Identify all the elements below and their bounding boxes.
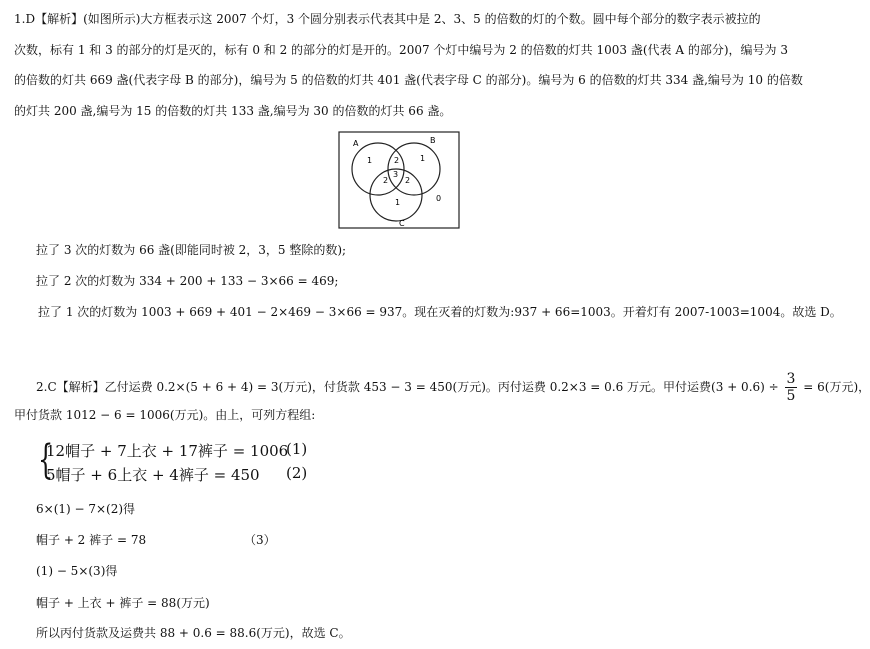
venn-label-b: B [430, 136, 436, 145]
q2-line-1-text: 2.C【解析】乙付运费 0.2×(5 + 6 + 4) = 3(万元)，付货款 453 − 3 = 450(万元)。丙付运费 0.2×3 = 0.6 万元。甲付运费(3 + 0.6) ÷ [36, 380, 779, 394]
fraction-denominator: 5 [786, 388, 796, 404]
venn-region-abc: 3 [393, 170, 399, 179]
q2-line-1-end: = 6(万元)， [803, 380, 870, 394]
q1-result-1-pull: 拉了 1 次的灯数为 1003 + 669 + 401 − 2×469 − 3×66 = 937。现在灭着的灯数为:937 + 66=1003。开着灯有 2007-1003=1004。故选 D。 [38, 305, 842, 319]
q2-step-4: 帽子 + 上衣 + 裤子 = 88(万元) [36, 596, 210, 610]
equation-1: 12帽子 + 7上衣 + 17裤子 = 1006 [46, 442, 289, 460]
venn-region-ab: 2 [394, 156, 400, 165]
venn-region-c-only: 1 [395, 198, 401, 207]
q2-step-3: (1) − 5×(3)得 [36, 564, 118, 578]
q2-conclusion: 所以丙付货款及运费共 88 + 0.6 = 88.6(万元)，故选 C。 [36, 626, 351, 640]
q1-text-line-2: 次数，标有 1 和 3 的部分的灯是灭的，标有 0 和 2 的部分的灯是开的。2007 个灯中编号为 2 的倍数的灯共 1003 盏(代表 A 的部分)，编号为 3 [14, 43, 788, 57]
q1-text-line-1: 1.D【解析】(如图所示)大方框表示这 2007 个灯，3 个圆分别表示代表其中是 2、3、5 的倍数的灯的个数。圆中每个部分的数字表示被拉的 [14, 12, 761, 26]
venn-label-c: C [399, 219, 405, 228]
q2-line-1 [36, 370, 870, 404]
equation-2-number: (2) [286, 464, 308, 482]
q2-line-2: 甲付货款 1012 − 6 = 1006(万元)。由上，可列方程组: [14, 408, 316, 422]
system-brace: { [38, 437, 54, 483]
q1-text-line-3: 的倍数的灯共 669 盏(代表字母 B 的部分)，编号为 5 的倍数的灯共 401 盏(代表字母 C 的部分)。编号为 6 的倍数的灯共 334 盏,编号为 10 的倍数 [14, 73, 803, 87]
q1-text-line-4: 的灯共 200 盏,编号为 15 的倍数的灯共 133 盏,编号为 30 的倍数的灯共 66 盏。 [14, 104, 452, 118]
q2-step-2-number: （3） [244, 533, 276, 547]
equation-2: 5帽子 + 6上衣 + 4裤子 = 450 [46, 466, 260, 484]
q2-step-1: 6×(1) − 7×(2)得 [36, 502, 136, 516]
venn-region-bc: 2 [405, 176, 411, 185]
q1-result-2-pulls: 拉了 2 次的灯数为 334 + 200 + 133 − 3×66 = 469; [36, 274, 339, 288]
fraction-numerator: 3 [786, 371, 796, 387]
fraction-three-fifths [785, 371, 798, 404]
venn-label-a: A [353, 139, 359, 148]
venn-region-a-only: 1 [367, 156, 373, 165]
venn-diagram [338, 131, 460, 229]
q2-step-2: 帽子 + 2 裤子 = 78 [36, 533, 147, 547]
equation-system [38, 438, 328, 484]
equation-1-number: (1) [286, 440, 308, 458]
venn-region-outside: 0 [436, 194, 442, 203]
venn-region-ac: 2 [383, 176, 389, 185]
venn-region-b-only: 1 [420, 154, 426, 163]
q1-result-3-pulls: 拉了 3 次的灯数为 66 盏(即能同时被 2，3，5 整除的数); [36, 243, 347, 257]
